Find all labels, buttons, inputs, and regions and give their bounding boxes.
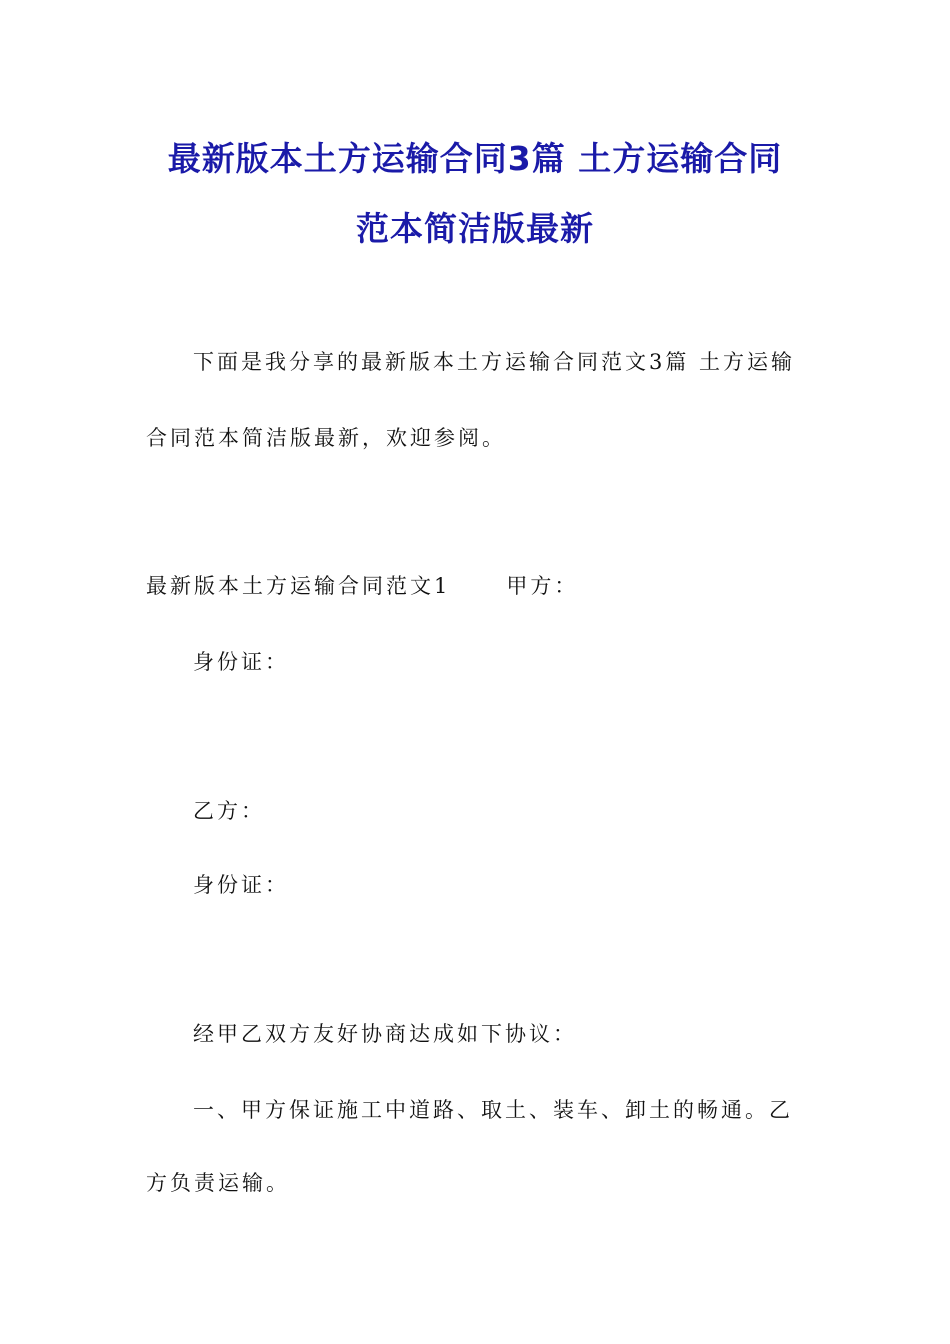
party-a-label: 甲方： [506,574,579,598]
intro-paragraph-line-2: 合同范本简洁版最新，欢迎参阅。 [146,426,506,450]
clause-1-line-1: 一、甲方保证施工中道路、取土、装车、卸土的畅通。乙 [193,1098,793,1122]
party-a-id-label: 身份证： [193,650,289,674]
intro-paragraph-line-1: 下面是我分享的最新版本土方运输合同范文3篇 土方运输 [193,350,796,374]
clause-1-line-2: 方负责运输。 [146,1171,290,1195]
section-heading: 最新版本土方运输合同范文1 [146,574,451,598]
section-heading-row [146,570,578,600]
document-title-line-1: 最新版本土方运输合同3篇 土方运输合同 [167,139,783,178]
party-b-id-label: 身份证： [193,873,289,897]
party-b-label: 乙方： [193,799,265,823]
document-title-line-2: 范本简洁版最新 [356,209,594,248]
agreement-intro: 经甲乙双方友好协商达成如下协议： [193,1022,577,1046]
